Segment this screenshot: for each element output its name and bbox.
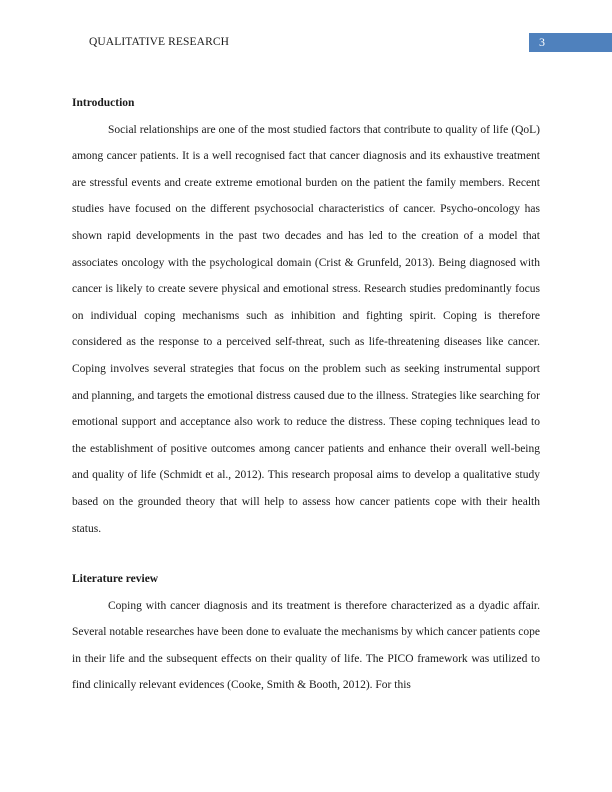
section-heading-introduction: Introduction	[72, 97, 135, 109]
page-number-bar	[529, 33, 612, 52]
introduction-paragraph: Social relationships are one of the most studied factors that contribute to quality of life (QoL) among cancer patients. It is a well recognised fact that cancer diagnosis and its exhaustive treatment are stressful events and create extreme emotional burden on the patient the family members. Recent studies have focused on the different psychosocial characteristics of cancer. Psycho-oncology has shown rapid developments in the past two decades and has led to the creation of a model that associates oncology with the psychological domain (Crist & Grunfeld, 2013). Being diagnosed with cancer is likely to create severe physical and emotional stress. Research studies predominantly focus on individual coping mechanisms such as inhibition and fighting spirit. Coping is therefore considered as the response to a perceived self-threat, such as life-threatening diseases like cancer. Coping involves several strategies that focus on the problem such as seeking instrumental support and planning, and targets the emotional distress caused due to the illness. Strategies like searching for emotional support and acceptance also work to reduce the distress. These coping techniques lead to the establishment of positive outcomes among cancer patients and enhance their overall well-being and quality of life (Schmidt et al., 2012). This research proposal aims to develop a qualitative study based on the grounded theory that will help to assess how cancer patients cope with their health status.	[72, 123, 540, 535]
literature-review-paragraph: Coping with cancer diagnosis and its treatment is therefore characterized as a dyadic affair. Several notable researches have been done to evaluate the mechanisms by which cancer patients cope in their life and the subsequent effects on their quality of life. The PICO framework was utilized to find clinically relevant evidences (Cooke, Smith & Booth, 2012). For this	[72, 599, 540, 692]
document-body	[72, 90, 540, 699]
running-head: QUALITATIVE RESEARCH	[89, 36, 230, 48]
page-number: 3	[539, 35, 545, 49]
section-heading-literature-review: Literature review	[72, 573, 159, 586]
